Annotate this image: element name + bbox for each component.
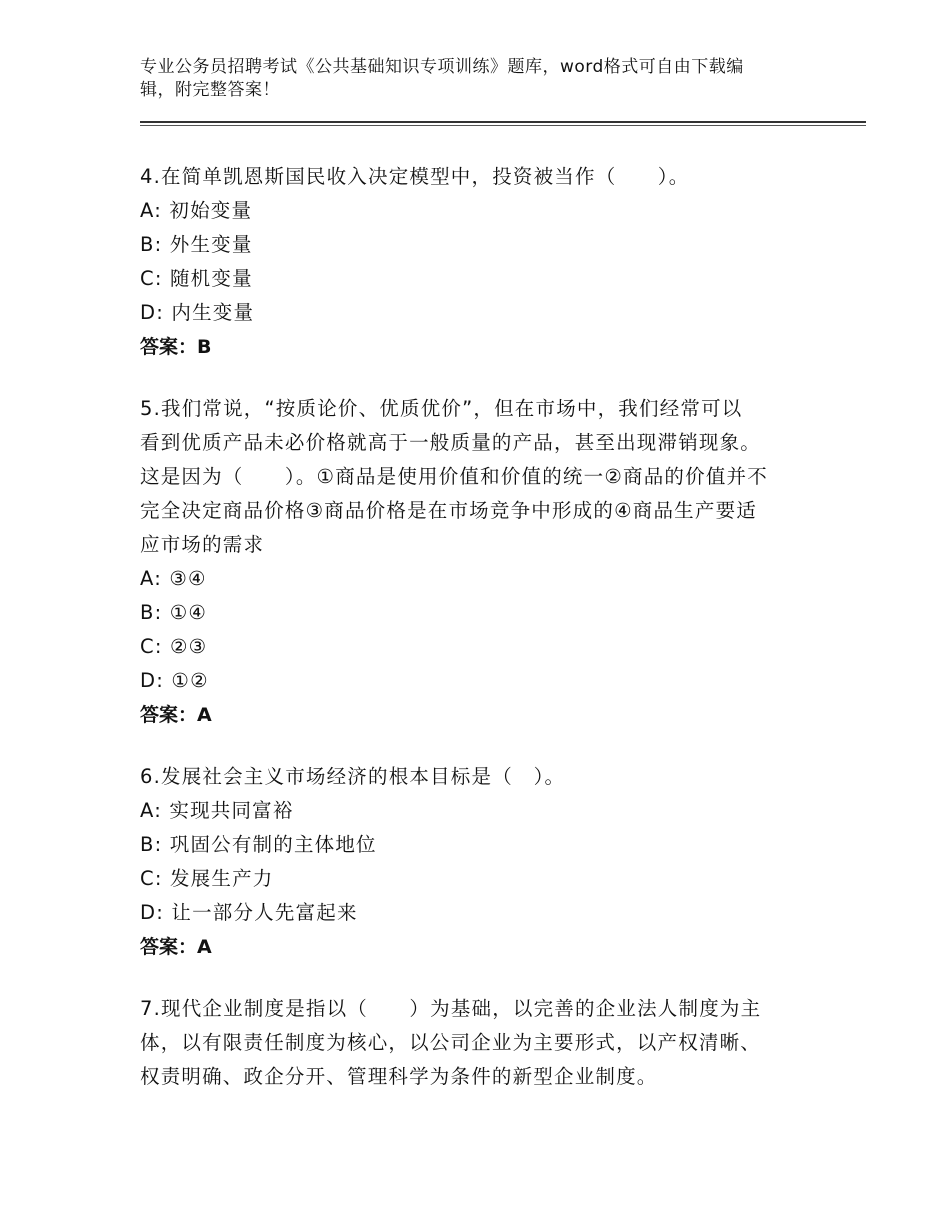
question-5 (140, 392, 810, 732)
answer: 答案：A (140, 704, 212, 726)
option-c: C: ②③ (140, 635, 208, 658)
question-text: 4.在简单凯恩斯国民收入决定模型中，投资被当作（ ）。 (140, 165, 690, 188)
header-divider-thick (140, 121, 866, 123)
document-header (140, 56, 790, 102)
question-text-line: 体，以有限责任制度为核心，以公司企业为主要形式，以产权清晰、 (140, 1031, 762, 1054)
question-text: 6.发展社会主义市场经济的根本目标是（ ）。 (140, 765, 566, 788)
question-text-line: 看到优质产品未必价格就高于一般质量的产品，甚至出现滞销现象。 (140, 431, 762, 454)
question-text-line: 完全决定商品价格③商品价格是在市场竞争中形成的④商品生产要适 (140, 499, 757, 522)
option-b: B: 巩固公有制的主体地位 (140, 833, 377, 856)
option-b: B: 外生变量 (140, 233, 253, 256)
question-list (140, 160, 810, 1122)
option-a: A: 实现共同富裕 (140, 799, 294, 822)
option-a: A: ③④ (140, 567, 207, 590)
header-line-1: 专业公务员招聘考试《公共基础知识专项训练》题库，word格式可自由下载编 (140, 57, 744, 77)
option-c: C: 发展生产力 (140, 867, 274, 890)
question-text-line: 5.我们常说，“按质论价、优质优价”，但在市场中，我们经常可以 (140, 397, 743, 420)
question-7 (140, 992, 810, 1094)
option-b: B: ①④ (140, 601, 208, 624)
option-a: A: 初始变量 (140, 199, 253, 222)
option-d: D: 内生变量 (140, 301, 255, 324)
question-6 (140, 760, 810, 964)
question-text-line: 应市场的需求 (140, 533, 265, 556)
option-d: D: 让一部分人先富起来 (140, 901, 358, 924)
answer: 答案：A (140, 936, 212, 958)
option-d: D: ①② (140, 669, 209, 692)
header-line-2: 辑，附完整答案！ (140, 80, 280, 100)
question-text-line: 这是因为（ ）。①商品是使用价值和价值的统一②商品的价值并不 (140, 465, 768, 488)
option-c: C: 随机变量 (140, 267, 253, 290)
question-4 (140, 160, 810, 364)
answer: 答案：B (140, 336, 212, 358)
question-text-line: 7.现代企业制度是指以（ ）为基础，以完善的企业法人制度为主 (140, 997, 762, 1020)
question-text-line: 权责明确、政企分开、管理科学为条件的新型企业制度。 (140, 1065, 658, 1088)
header-divider-thin (140, 125, 866, 126)
